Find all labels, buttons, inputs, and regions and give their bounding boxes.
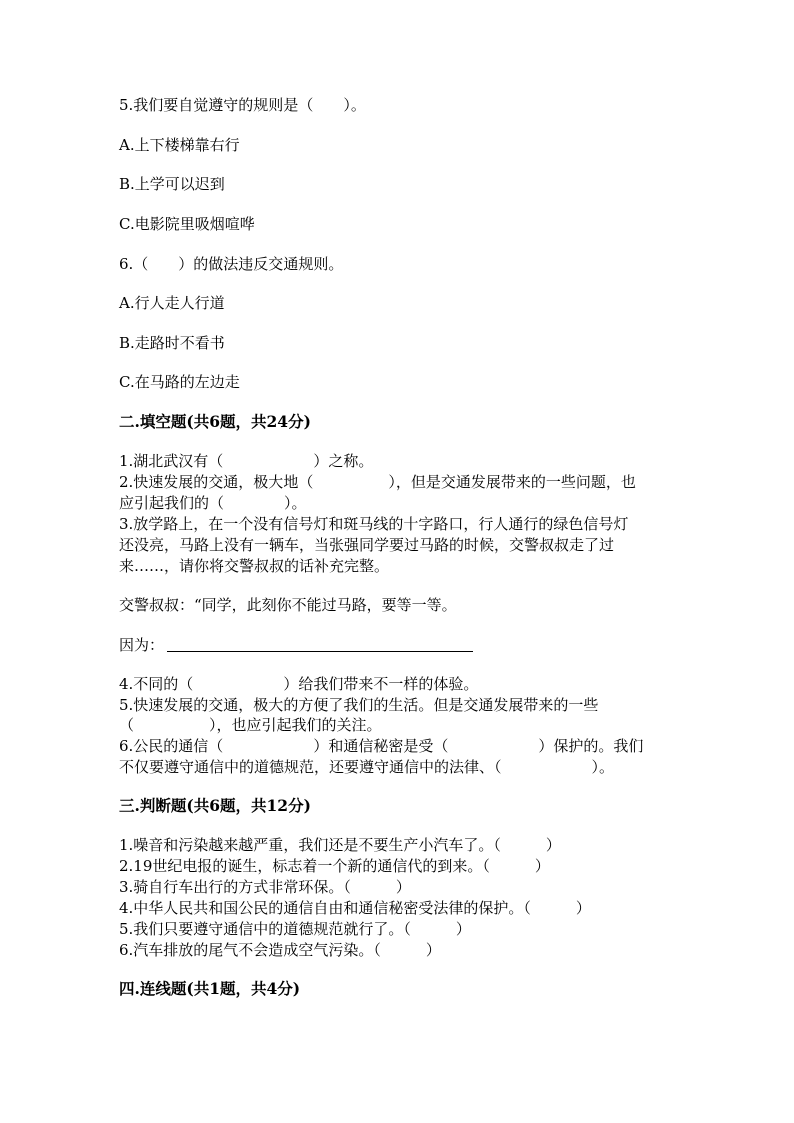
question-5-option-b: B.上学可以迟到 (119, 175, 225, 193)
fill-line: 不仅要遵守通信中的道德规范，还要遵守通信中的法律、（ ）。 (119, 758, 615, 776)
fill-line: 5.快速发展的交通，极大的方便了我们的生活。但是交通发展带来的一些 (119, 696, 599, 714)
question-5-stem: 5.我们要自觉遵守的规则是（ ）。 (119, 96, 366, 114)
judge-line: 5.我们只要遵守通信中的道德规范就行了。（ ） (119, 920, 471, 938)
judge-line: 2.19世纪电报的诞生，标志着一个新的通信代的到来。（ ） (119, 857, 550, 875)
question-6-stem: 6.（ ）的做法违反交通规则。 (119, 255, 344, 273)
judge-line: 1.噪音和污染越来越严重，我们还是不要生产小汽车了。（ ） (119, 836, 561, 854)
fill-line: （ ），也应引起我们的关注。 (119, 716, 382, 734)
section-judge-title: 三.判断题(共6题，共12分) (119, 796, 311, 815)
judge-line: 3.骑自行车出行的方式非常环保。（ ） (119, 878, 411, 896)
section-match-title: 四.连线题(共1题，共4分) (119, 979, 301, 998)
question-6-option-a: A.行人走人行道 (119, 294, 225, 312)
judge-line: 6.汽车排放的尾气不会造成空气污染。（ ） (119, 941, 441, 959)
question-5-option-a: A.上下楼梯靠右行 (119, 136, 240, 154)
fill-line: 2.快速发展的交通，极大地（ ），但是交通发展带来的一些问题，也 (119, 473, 636, 491)
fill-line: 3.放学路上，在一个没有信号灯和斑马线的十字路口，行人通行的绿色信号灯 (119, 515, 629, 533)
question-6-option-b: B.走路时不看书 (119, 334, 225, 352)
judge-line: 4.中华人民共和国公民的通信自由和通信秘密受法律的保护。（ ） (119, 899, 591, 917)
fill-line: 6.公民的通信（ ）和通信秘密是受（ ）保护的。我们 (119, 737, 644, 755)
fill-line: 来……，请你将交警叔叔的话补充完整。 (119, 557, 390, 575)
section-fill-title: 二.填空题(共6题，共24分) (119, 412, 311, 431)
question-6-option-c: C.在马路的左边走 (119, 373, 240, 391)
police-quote: 交警叔叔：“同学，此刻你不能过马路，要等一等。 (119, 596, 457, 614)
because-label: 因为： (119, 636, 165, 654)
question-5-option-c: C.电影院里吸烟喧哗 (119, 215, 255, 233)
fill-line: 还没亮，马路上没有一辆车，当张强同学要过马路的时候，交警叔叔走了过 (119, 536, 615, 554)
fill-line: 应引起我们的（ ）。 (119, 494, 307, 512)
fill-line: 1.湖北武汉有（ ）之称。 (119, 452, 374, 470)
answer-underline[interactable] (167, 651, 473, 652)
fill-line: 4.不同的（ ）给我们带来不一样的体验。 (119, 675, 479, 693)
